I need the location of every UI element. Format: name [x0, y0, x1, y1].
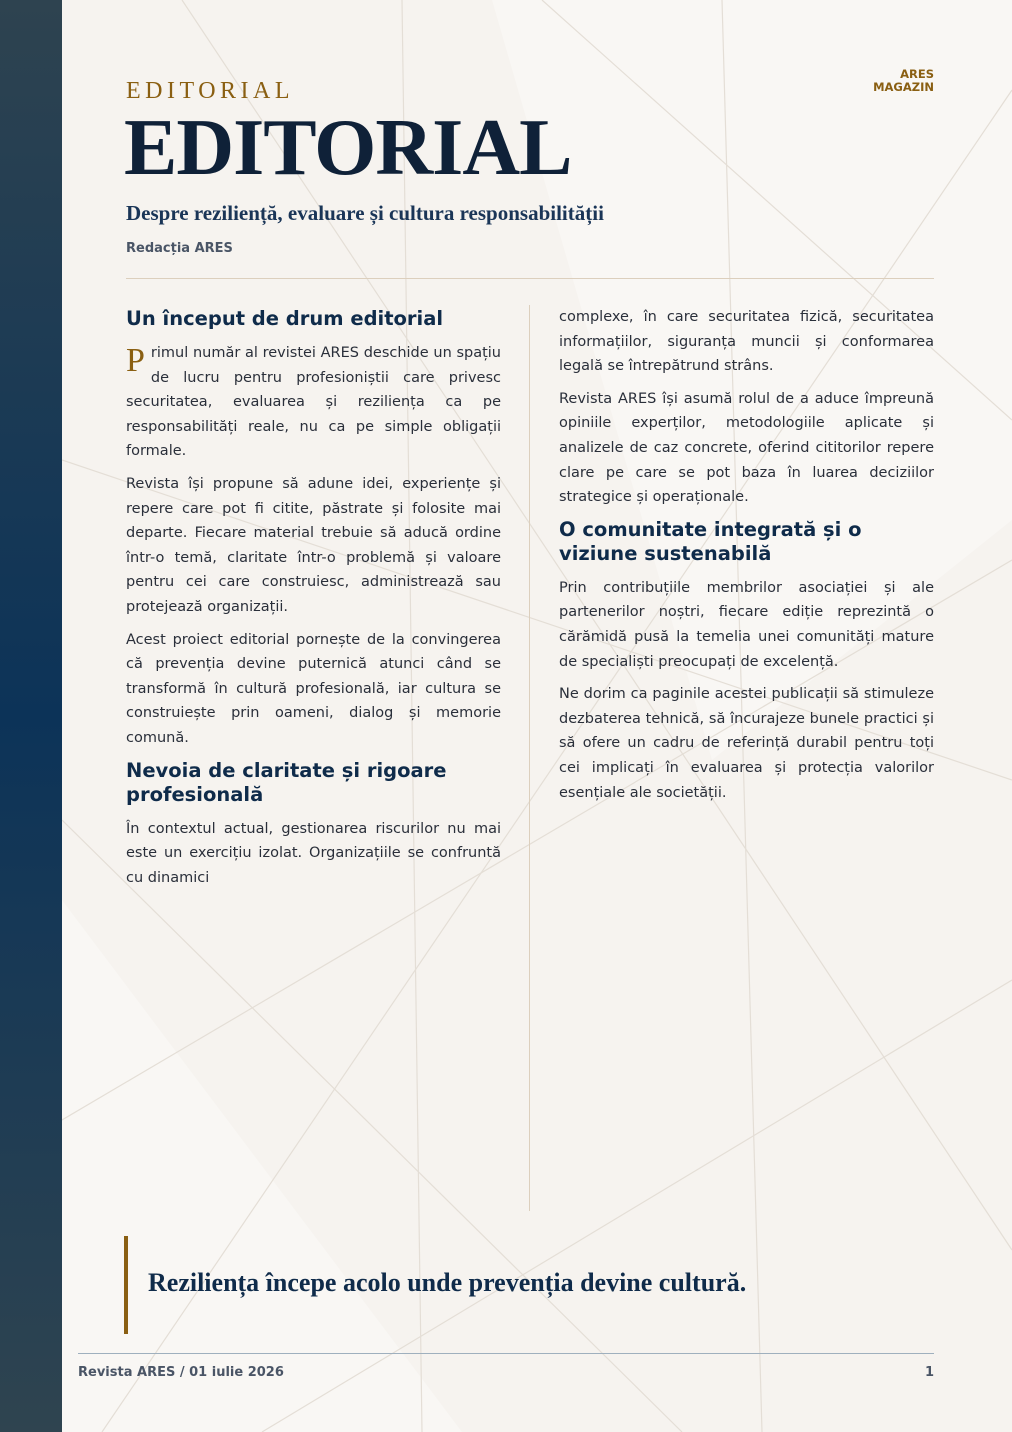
paragraph: complexe, în care securitatea fizică, securitatea informațiilor, siguranța muncii și conformarea legală se întrepătrund strâns. [559, 309, 934, 375]
left-column [126, 305, 501, 898]
paragraph: Revista ARES își asumă rolul de a aduce împreună opiniile experților, metodologiile aplicate și analizele de caz concrete, oferind cititorilor repere clare pe care se pot baza în luarea deciziilor strategice și operaționale. [559, 390, 934, 506]
section-kicker: EDITORIAL [126, 78, 295, 104]
column-divider [529, 305, 530, 1211]
page-subtitle: Despre reziliență, evaluare și cultura responsabilității [126, 201, 604, 225]
page-title: EDITORIAL [124, 104, 572, 192]
page-number: 1 [924, 1365, 934, 1380]
author-byline: Redacția ARES [126, 241, 233, 256]
paragraph: În contextul actual, gestionarea riscurilor nu mai este un exercițiu izolat. Organizațiile se confruntă cu dinamici [126, 820, 501, 886]
intro-text: rimul număr al revistei ARES deschide un spațiu de lucru pentru profesioniștii care privesc securitatea, evaluarea și reziliența ca pe responsabilități reale, nu ca pe simple obligații formale. [126, 345, 501, 460]
footer-publication: Revista ARES / 01 iulie 2026 [78, 1365, 284, 1380]
paragraph: Acest proiect editorial pornește de la convingerea că prevenția devine puternică atunci când se transformă în cultură profesională, iar cultura se construiește prin oameni, dialog și memorie comună. [126, 631, 501, 746]
paragraph: Revista își propune să adune idei, experiențe și repere care pot fi citite, păstrate și folosite mai departe. Fiecare material trebuie să aducă ordine într-o temă, claritate într-o problemă și valoare pentru cei care construiesc, administrează sau protejează organizații. [126, 475, 501, 615]
intro-paragraph [126, 341, 501, 464]
header-divider [126, 278, 934, 279]
brand-line-1: ARES [900, 67, 934, 81]
pull-quote-bar [124, 1236, 128, 1334]
section-heading: Un început de drum editorial [126, 307, 444, 330]
brand-logo [873, 68, 934, 94]
paragraph: Prin contribuțiile membrilor asociației și ale partenerilor noștri, fiecare ediție reprezintă o cărămidă pusă la temelia unei comunități mature de specialiști preocupați de excelență. [559, 579, 934, 670]
section-heading: Nevoia de claritate și rigoare profesională [126, 758, 447, 806]
side-color-bar [0, 0, 62, 1432]
pull-quote: Reziliența începe acolo unde prevenția devine cultură. [148, 1268, 747, 1297]
drop-cap: P [126, 342, 145, 379]
footer-divider [78, 1353, 934, 1354]
paragraph: Ne dorim ca paginile acestei publicații să stimuleze dezbaterea tehnică, să încurajeze bunele practici și să ofere un cadru de referință durabil pentru toți cei implicați în evaluarea și protecția valorilor esențiale ale societății. [559, 686, 934, 801]
brand-line-2: MAGAZIN [873, 80, 934, 94]
section-heading: O comunitate integrată și o viziune sustenabilă [559, 517, 862, 565]
right-column [559, 305, 934, 813]
